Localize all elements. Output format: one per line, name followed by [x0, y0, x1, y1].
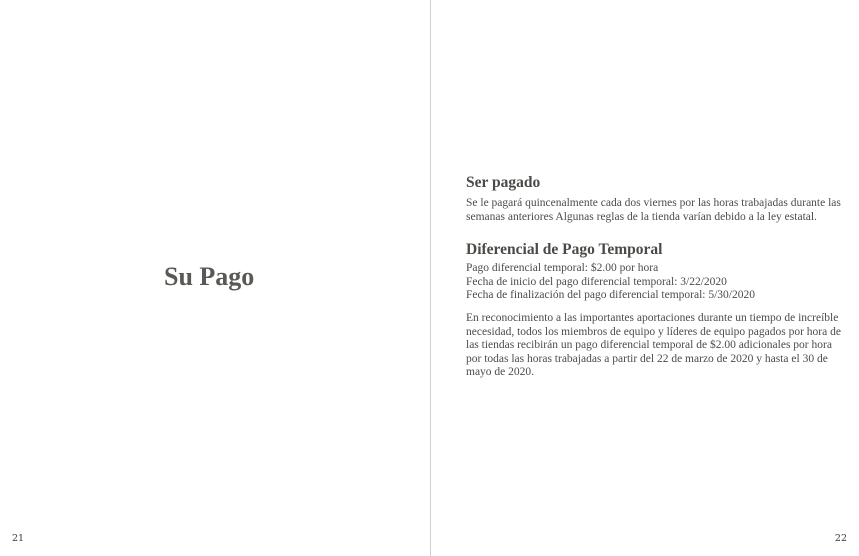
page-title: Su Pago: [164, 262, 255, 291]
pay-detail-rate: Pago diferencial temporal: $2.00 por hora: [466, 262, 659, 275]
content-column: [466, 174, 846, 380]
page-number-right: 22: [834, 533, 847, 544]
section-heading-diferencial: Diferencial de Pago Temporal: [466, 241, 663, 259]
section-heading-ser-pagado: Ser pagado: [466, 174, 541, 191]
section-body-ser-pagado: Se le pagará quincenalmente cada dos viernes por las horas trabajadas durante las semanas anteriores Algunas reglas de la tienda varían debido a la ley estatal.: [466, 197, 841, 223]
page-number-left: 21: [12, 533, 25, 544]
pay-detail-end-date: Fecha de finalización del pago diferencial temporal: 5/30/2020: [466, 289, 755, 302]
pay-details: [466, 262, 846, 303]
right-page: [431, 0, 859, 556]
pay-detail-start-date: Fecha de inicio del pago diferencial temporal: 3/22/2020: [466, 275, 727, 288]
section-body-diferencial: En reconocimiento a las importantes aportaciones durante un tiempo de increíble necesidad, todos los miembros de equipo y líderes de equipo pagados por hora de las tiendas recibirán un pago diferencial temporal de $2.00 adicionales por hora por todas las horas trabajadas a partir del 22 de marzo de 2020 y hasta el 30 de mayo de 2020.: [466, 311, 841, 379]
